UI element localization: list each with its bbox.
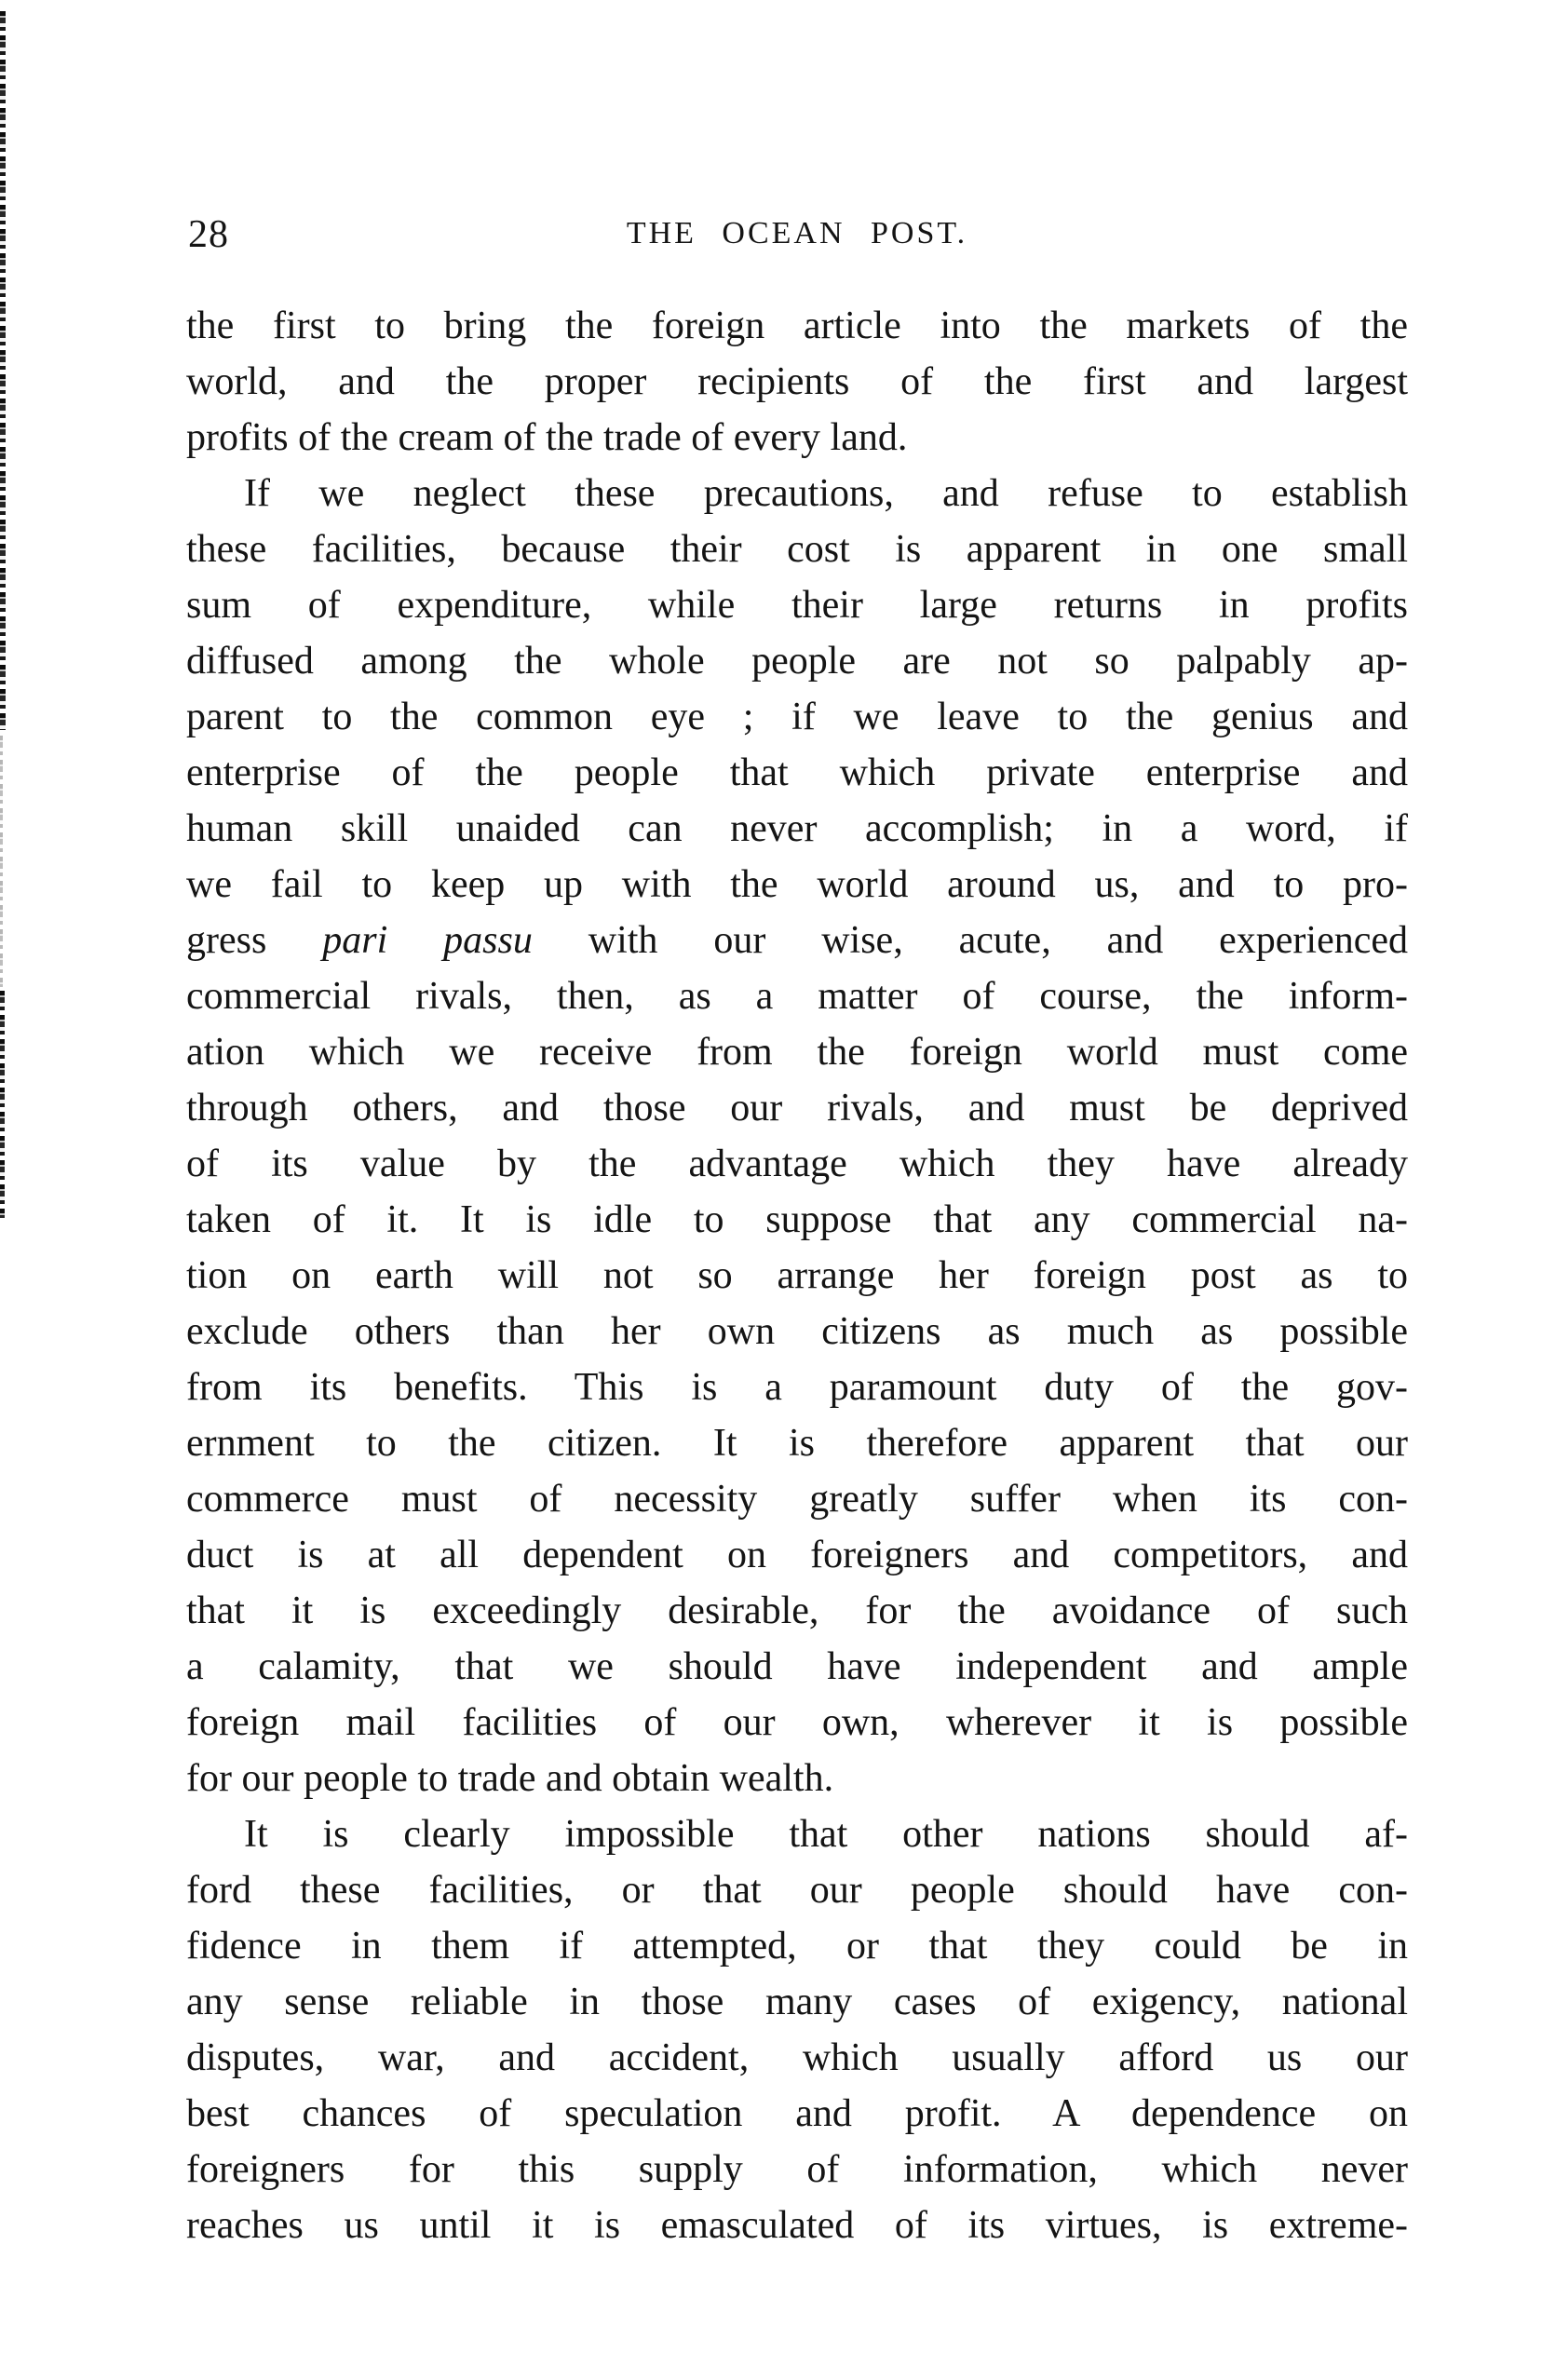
text-line: diffused among the whole people are not so palpably ap- (186, 640, 1408, 683)
scan-noise-strip (0, 991, 5, 1218)
text-line: a calamity, that we should have independent and ample (186, 1645, 1408, 1688)
text-line: world, and the proper recipients of the first and largest (186, 360, 1408, 403)
text-line: foreign mail facilities of our own, wherever it is possible (186, 1701, 1408, 1744)
text-line: taken of it. It is idle to suppose that any commercial na- (186, 1198, 1408, 1241)
text-line: for our people to trade and obtain wealth. (186, 1757, 834, 1800)
text-line: from its benefits. This is a paramount duty of the gov- (186, 1366, 1408, 1409)
text-line: that it is exceedingly desirable, for the avoidance of such (186, 1589, 1408, 1632)
italic-phrase: pari passu (322, 919, 533, 962)
text-line: these facilities, because their cost is apparent in one small (186, 528, 1408, 571)
text-line: commerce must of necessity greatly suffer when its con- (186, 1478, 1408, 1521)
text-line: If we neglect these precautions, and refuse to establish (244, 472, 1408, 515)
text-line: parent to the common eye ; if we leave to the genius and (186, 696, 1408, 738)
text-line: fidence in them if attempted, or that they could be in (186, 1925, 1408, 1968)
text-line: of its value by the advantage which they have already (186, 1143, 1408, 1185)
text-line: human skill unaided can never accomplish; in a word, if (186, 807, 1408, 850)
text-line: any sense reliable in those many cases of exigency, national (186, 1981, 1408, 2023)
text-line: ernment to the citizen. It is therefore apparent that our (186, 1422, 1408, 1465)
text-line: commercial rivals, then, as a matter of course, the inform- (186, 975, 1408, 1018)
text-line: ford these facilities, or that our people should have con- (186, 1869, 1408, 1912)
running-title: THE OCEAN POST. (626, 216, 968, 250)
text-line: through others, and those our rivals, and must be deprived (186, 1087, 1408, 1129)
text-line: gress pari passu with our wise, acute, and experienced (186, 919, 1408, 962)
text-line: tion on earth will not so arrange her foreign post as to (186, 1254, 1408, 1297)
text-line: we fail to keep up with the world around us, and to pro- (186, 863, 1408, 906)
text-line: best chances of speculation and profit. A dependence on (186, 2092, 1408, 2135)
page-header (186, 212, 1408, 259)
text-line: duct is at all dependent on foreigners and competitors, and (186, 1534, 1408, 1576)
text-line: reaches us until it is emasculated of its virtues, is extreme- (186, 2204, 1408, 2247)
scan-noise-strip (0, 11, 6, 730)
text-line: exclude others than her own citizens as much as possible (186, 1310, 1408, 1353)
text-line: enterprise of the people that which private enterprise and (186, 751, 1408, 794)
scan-artifact-left-edge (0, 0, 7, 1229)
text-line: It is clearly impossible that other nations should af- (244, 1813, 1408, 1856)
scan-noise-strip (0, 736, 3, 987)
text-block (186, 298, 1408, 2253)
text-line: foreigners for this supply of information, which never (186, 2148, 1408, 2191)
page-number: 28 (188, 213, 229, 256)
text-line: sum of expenditure, while their large returns in profits (186, 584, 1408, 627)
text-line: profits of the cream of the trade of every land. (186, 416, 908, 459)
text-line: disputes, war, and accident, which usually afford us our (186, 2036, 1408, 2079)
text-line: ation which we receive from the foreign world must come (186, 1031, 1408, 1074)
text-line: the first to bring the foreign article into the markets of the (186, 304, 1408, 347)
